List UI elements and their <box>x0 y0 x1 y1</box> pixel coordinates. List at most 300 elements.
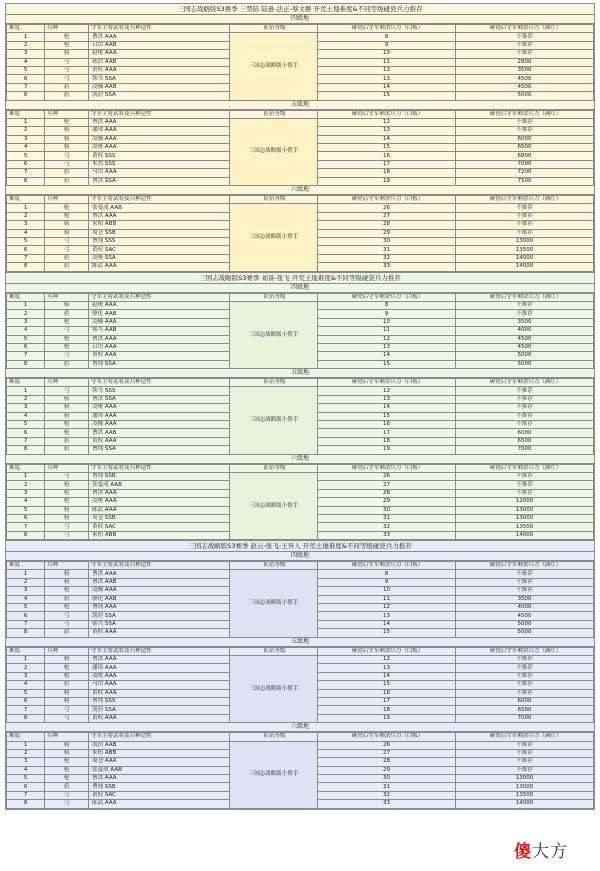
table-cell: 骑 <box>45 127 89 135</box>
column-header: 难度 <box>7 562 45 570</box>
table-cell: 弓 <box>45 75 89 83</box>
table-row <box>7 472 594 480</box>
table-cell: 14 <box>318 352 456 360</box>
table-cell: 4 <box>7 412 45 420</box>
table-cell: 曹纯 SSB <box>89 472 230 480</box>
header-row <box>7 196 594 204</box>
table-cell: 3 <box>7 758 45 766</box>
table-cell: 陈武 AAA <box>89 263 230 271</box>
table-cell: 弓 <box>45 327 89 335</box>
table-cell: 曹纯 SSA <box>89 360 230 368</box>
table-cell: 骑 <box>45 749 89 757</box>
table-cell: 不推荐 <box>456 127 594 135</box>
table-cell: 凌统 AAA <box>89 672 230 680</box>
column-header: 碰瓷后守军剩余兵力（满红） <box>456 733 594 741</box>
table-cell: 11 <box>318 327 456 335</box>
table-cell: 14000 <box>456 800 594 808</box>
table-cell: 3 <box>7 587 45 595</box>
table-cell: 14 <box>318 620 456 628</box>
table-cell: 曹洪 SSA <box>89 177 230 185</box>
table-cell: 1 <box>7 118 45 126</box>
table-cell: 陈武 AAA <box>89 800 230 808</box>
table-cell: 廖化 AAB <box>89 595 230 603</box>
table-cell: 骑 <box>45 514 89 522</box>
helper-label-cell: 三国志战略版小帮手 <box>230 387 318 454</box>
table-row <box>7 301 594 309</box>
table-cell: 吕岱 AAA <box>89 343 230 351</box>
table-cell: 不推荐 <box>456 681 594 689</box>
table-cell: 8 <box>318 570 456 578</box>
table-cell: 曹洪 AAA <box>89 335 230 343</box>
column-header: 难度 <box>7 293 45 301</box>
header-row <box>7 647 594 655</box>
table-cell: 7 <box>7 523 45 531</box>
column-header: 兵种 <box>45 25 89 33</box>
column-header: 守军主将武将及兵种适性 <box>89 647 230 655</box>
table-cell: 9 <box>318 310 456 318</box>
difficulty-table <box>6 561 594 638</box>
table-cell: 8 <box>7 714 45 722</box>
table-cell: 凯涅 AAB <box>89 741 230 749</box>
table-cell: 弓 <box>45 706 89 714</box>
helper-label-cell: 三国志战略版小帮手 <box>230 741 318 808</box>
table-cell: 18 <box>318 437 456 445</box>
table-cell: 2 <box>7 41 45 49</box>
table-cell: 15 <box>318 92 456 100</box>
table-cell: 30 <box>318 237 456 245</box>
section-1 <box>5 3 595 272</box>
table-cell: 吕岱 AAB <box>89 41 230 49</box>
table-cell: 不推荐 <box>456 758 594 766</box>
column-header: 守军主将武将及兵种适性 <box>89 110 230 118</box>
table-cell: 黄权 SAC <box>89 246 230 254</box>
table-cell: 曹纯 SSS <box>89 237 230 245</box>
column-header: 碰瓷后守军剩余兵力（白板） <box>318 293 456 301</box>
table-cell: 7200 <box>456 169 594 177</box>
helper-label-cell: 三国志战略版小帮手 <box>230 118 318 185</box>
table-cell: 5 <box>7 66 45 74</box>
table-cell: 3 <box>7 672 45 680</box>
terrain-level-heading: 四级地 <box>6 552 594 561</box>
table-cell: 8 <box>7 92 45 100</box>
table-cell: 1 <box>7 656 45 664</box>
table-cell: 5000 <box>456 352 594 360</box>
table-cell: 枪 <box>45 489 89 497</box>
table-cell: 骑 <box>45 506 89 514</box>
table-cell: 骑 <box>45 697 89 705</box>
column-header: 兵种 <box>45 379 89 387</box>
table-cell: 曹洪 AAA <box>89 775 230 783</box>
table-cell: 6 <box>7 514 45 522</box>
table-cell: 32 <box>318 254 456 262</box>
table-cell: 6 <box>7 697 45 705</box>
table-cell: 12 <box>318 604 456 612</box>
table-cell: 14 <box>318 672 456 680</box>
table-cell: 4500 <box>456 75 594 83</box>
table-cell: 2 <box>7 127 45 135</box>
table-cell: 27 <box>318 212 456 220</box>
table-cell: 4000 <box>456 327 594 335</box>
table-cell: 朱然 SSS <box>89 160 230 168</box>
table-cell: 13 <box>318 127 456 135</box>
table-cell: 弓 <box>45 791 89 799</box>
difficulty-table <box>6 293 594 370</box>
table-cell: 不推荐 <box>456 204 594 212</box>
header-row <box>7 25 594 33</box>
table-cell: 不推荐 <box>456 749 594 757</box>
table-cell: 朱桓 ABB <box>89 221 230 229</box>
table-cell: 枪 <box>45 758 89 766</box>
table-cell: 黄权 SSS <box>89 152 230 160</box>
table-cell: 5000 <box>456 92 594 100</box>
table-cell: 盾 <box>45 446 89 454</box>
table-cell: 31 <box>318 514 456 522</box>
table-cell: 2800 <box>456 58 594 66</box>
table-cell: 11 <box>318 595 456 603</box>
table-cell: 不推荐 <box>456 766 594 774</box>
table-cell: 朱桓 ABB <box>89 531 230 539</box>
table-cell: 不推荐 <box>456 570 594 578</box>
table-cell: 张曼成 AAB <box>89 481 230 489</box>
table-cell: 不推荐 <box>456 212 594 220</box>
table-cell: 6000 <box>456 135 594 143</box>
column-header: 难度 <box>7 379 45 387</box>
table-cell: 凌统 AAA <box>89 144 230 152</box>
table-cell: 8 <box>318 33 456 41</box>
table-cell: 凌操 AAB <box>89 83 230 91</box>
column-header: 碰瓷后守军剩余兵力（满红） <box>456 196 594 204</box>
table-cell: 韩当 SSA <box>89 75 230 83</box>
table-cell: 弓 <box>45 58 89 66</box>
table-cell: 15 <box>318 412 456 420</box>
column-header: 队伍等级 <box>230 196 318 204</box>
column-header: 守军主将武将及兵种适性 <box>89 464 230 472</box>
table-cell: 枪 <box>45 343 89 351</box>
table-cell: 赵统 AAA <box>89 50 230 58</box>
table-cell: 5000 <box>456 629 594 637</box>
table-cell: 7 <box>7 791 45 799</box>
table-cell: 枪 <box>45 118 89 126</box>
column-header: 碰瓷后守军剩余兵力（满红） <box>456 293 594 301</box>
table-cell: 骑 <box>45 741 89 749</box>
table-cell: 14 <box>318 135 456 143</box>
table-cell: 弓 <box>45 160 89 168</box>
table-cell: 6500 <box>456 144 594 152</box>
table-cell: 曹纯 SSS <box>89 697 230 705</box>
table-cell: 8 <box>7 177 45 185</box>
header-row <box>7 464 594 472</box>
table-cell: 15 <box>318 144 456 152</box>
table-cell: 2 <box>7 310 45 318</box>
column-header: 难度 <box>7 733 45 741</box>
table-cell: 29 <box>318 498 456 506</box>
table-cell: 韩当 AAB <box>89 327 230 335</box>
table-cell: 13000 <box>456 783 594 791</box>
table-cell: 3500 <box>456 318 594 326</box>
table-cell: 9 <box>318 578 456 586</box>
table-cell: 不推荐 <box>456 310 594 318</box>
table-cell: 14000 <box>456 531 594 539</box>
terrain-level-heading: 六级地 <box>6 186 594 195</box>
table-cell: 枪 <box>45 204 89 212</box>
table-cell: 黄权 SAC <box>89 791 230 799</box>
table-cell: 8 <box>7 629 45 637</box>
table-cell: 3 <box>7 318 45 326</box>
table-row <box>7 118 594 126</box>
table-cell: 不推荐 <box>456 672 594 680</box>
table-cell: 不推荐 <box>456 421 594 429</box>
table-cell: 骑 <box>45 229 89 237</box>
table-cell: 骑 <box>45 570 89 578</box>
table-cell: 13 <box>318 612 456 620</box>
column-header: 队伍等级 <box>230 110 318 118</box>
table-cell: 14000 <box>456 254 594 262</box>
table-cell: 11 <box>318 58 456 66</box>
terrain-level-heading: 五级地 <box>6 369 594 378</box>
table-cell: 16 <box>318 689 456 697</box>
column-header: 守军主将武将及兵种适性 <box>89 293 230 301</box>
header-row <box>7 733 594 741</box>
column-header: 难度 <box>7 25 45 33</box>
column-header: 碰瓷后守军剩余兵力（满红） <box>456 562 594 570</box>
table-row <box>7 656 594 664</box>
column-header: 难度 <box>7 464 45 472</box>
table-cell: 6 <box>7 160 45 168</box>
table-cell: 曹洪 AAB <box>89 578 230 586</box>
terrain-level-heading: 四级地 <box>6 284 594 293</box>
table-cell: 韩当 SSA <box>89 620 230 628</box>
difficulty-table <box>6 110 594 187</box>
table-cell: 4500 <box>456 612 594 620</box>
table-cell: 7000 <box>456 160 594 168</box>
table-cell: 4 <box>7 595 45 603</box>
table-cell: 弓 <box>45 800 89 808</box>
table-cell: 5 <box>7 604 45 612</box>
table-cell: 8 <box>7 800 45 808</box>
table-cell: 枪 <box>45 429 89 437</box>
table-cell: 2 <box>7 395 45 403</box>
table-row <box>7 387 594 395</box>
helper-label-cell: 三国志战略版小帮手 <box>230 33 318 100</box>
recommendation-document <box>5 3 595 810</box>
table-cell: 不推荐 <box>456 689 594 697</box>
section-title: 三国志战略版S3赛季 刘备-张飞 开荒土地难度&不同等级碰瓷兵力推荐 <box>6 273 594 284</box>
table-cell: 弓 <box>45 620 89 628</box>
table-cell: 曹洪 AAA <box>89 33 230 41</box>
table-cell: 不推荐 <box>456 481 594 489</box>
table-cell: 骑 <box>45 412 89 420</box>
table-cell: 凌操 AAA <box>89 318 230 326</box>
table-cell: 不推荐 <box>456 472 594 480</box>
column-header: 守军主将武将及兵种适性 <box>89 733 230 741</box>
table-row <box>7 33 594 41</box>
header-row <box>7 293 594 301</box>
table-cell: 凯涅 SSA <box>89 706 230 714</box>
table-cell: 凌操 AAA <box>89 421 230 429</box>
table-cell: 枪 <box>45 33 89 41</box>
table-cell: 7500 <box>456 177 594 185</box>
table-cell: 骑 <box>45 395 89 403</box>
table-cell: 4 <box>7 681 45 689</box>
table-cell: 18 <box>318 169 456 177</box>
section-3 <box>5 540 595 810</box>
table-cell: 不推荐 <box>456 395 594 403</box>
table-cell: 4 <box>7 327 45 335</box>
table-cell: 14000 <box>456 263 594 271</box>
header-row <box>7 562 594 570</box>
table-cell: 1 <box>7 472 45 480</box>
helper-label-cell: 三国志战略版小帮手 <box>230 301 318 368</box>
table-cell: 27 <box>318 749 456 757</box>
table-cell: 28 <box>318 221 456 229</box>
table-cell: 26 <box>318 204 456 212</box>
table-cell: 7 <box>7 352 45 360</box>
table-cell: 17 <box>318 429 456 437</box>
table-cell: 枪 <box>45 498 89 506</box>
table-cell: 弓 <box>45 66 89 74</box>
table-cell: 3 <box>7 221 45 229</box>
table-cell: 陈武 AAA <box>89 506 230 514</box>
table-cell: 枪 <box>45 41 89 49</box>
table-cell: 12000 <box>456 498 594 506</box>
column-header: 碰瓷后守军剩余兵力（白板） <box>318 562 456 570</box>
table-cell: 16 <box>318 152 456 160</box>
column-header: 碰瓷后守军剩余兵力（满红） <box>456 647 594 655</box>
table-cell: 枪 <box>45 318 89 326</box>
table-cell: 6 <box>7 429 45 437</box>
table-cell: 15 <box>318 360 456 368</box>
column-header: 队伍等级 <box>230 464 318 472</box>
column-header: 守军主将武将及兵种适性 <box>89 25 230 33</box>
table-cell: 枪 <box>45 587 89 595</box>
column-header: 碰瓷后守军剩余兵力（白板） <box>318 110 456 118</box>
table-cell: 弓 <box>45 352 89 360</box>
table-cell: 12 <box>318 656 456 664</box>
table-cell: 6500 <box>456 706 594 714</box>
table-cell: 弓 <box>45 472 89 480</box>
table-cell: 1 <box>7 570 45 578</box>
table-cell: 曹洪 AAA <box>89 570 230 578</box>
table-cell: 5000 <box>456 620 594 628</box>
table-cell: 26 <box>318 741 456 749</box>
table-cell: 韩浩 AAB <box>89 58 230 66</box>
table-cell: 4 <box>7 766 45 774</box>
table-cell: 盾 <box>45 310 89 318</box>
table-row <box>7 570 594 578</box>
table-cell: 18 <box>318 706 456 714</box>
column-header: 碰瓷后守军剩余兵力（白板） <box>318 196 456 204</box>
table-cell: 1 <box>7 301 45 309</box>
table-cell: 7 <box>7 254 45 262</box>
table-cell: 1 <box>7 387 45 395</box>
column-header: 兵种 <box>45 110 89 118</box>
table-cell: 不推荐 <box>456 229 594 237</box>
table-cell: 14 <box>318 404 456 412</box>
table-cell: 潘璋 AAA <box>89 127 230 135</box>
table-cell: 曹洪 AAA <box>89 489 230 497</box>
table-cell: 1 <box>7 33 45 41</box>
table-cell: 不推荐 <box>456 587 594 595</box>
column-header: 碰瓷后守军剩余兵力（满红） <box>456 25 594 33</box>
table-cell: 曹纯 SSA <box>89 446 230 454</box>
table-cell: 8 <box>7 446 45 454</box>
watermark-logo: 傻大方 <box>514 842 568 862</box>
table-cell: 凌统 AAA <box>89 404 230 412</box>
table-cell: 8 <box>7 531 45 539</box>
section-title: 三国志战略版S3赛季 三势陆 陆逊-法正-蔡文姬 开荒土地难度&不同等级碰瓷兵力推荐 <box>6 4 594 15</box>
table-cell: 3500 <box>456 66 594 74</box>
table-cell: 骑 <box>45 135 89 143</box>
table-cell: 6800 <box>456 152 594 160</box>
table-cell: 7 <box>7 169 45 177</box>
column-header: 碰瓷后守军剩余兵力（白板） <box>318 647 456 655</box>
column-header: 碰瓷后守军剩余兵力（白板） <box>318 379 456 387</box>
table-cell: 不推荐 <box>456 656 594 664</box>
table-cell: 潘璋 AAA <box>89 412 230 420</box>
table-cell: 12 <box>318 66 456 74</box>
table-cell: 9 <box>318 41 456 49</box>
table-cell: 6000 <box>456 429 594 437</box>
table-cell: 5 <box>7 152 45 160</box>
terrain-level-heading: 六级地 <box>6 723 594 732</box>
table-cell: 潘璋 AAA <box>89 664 230 672</box>
table-cell: 12 <box>318 118 456 126</box>
table-cell: 15 <box>318 681 456 689</box>
table-cell: 5 <box>7 335 45 343</box>
table-cell: 10 <box>318 318 456 326</box>
table-cell: 弓 <box>45 714 89 722</box>
table-cell: 盾 <box>45 681 89 689</box>
table-cell: 10 <box>318 50 456 58</box>
column-header: 难度 <box>7 196 45 204</box>
column-header: 守军主将武将及兵种适性 <box>89 196 230 204</box>
helper-label-cell: 三国志战略版小帮手 <box>230 204 318 271</box>
terrain-level-heading: 五级地 <box>6 638 594 647</box>
table-cell: 黄权 AAA <box>89 629 230 637</box>
table-cell: 6000 <box>456 697 594 705</box>
section-2 <box>5 272 595 541</box>
table-cell: 30 <box>318 775 456 783</box>
table-cell: 13 <box>318 75 456 83</box>
table-cell: 12 <box>318 387 456 395</box>
table-cell: 8 <box>7 360 45 368</box>
helper-label-cell: 三国志战略版小帮手 <box>230 472 318 539</box>
table-cell: 4500 <box>456 335 594 343</box>
table-cell: 27 <box>318 481 456 489</box>
column-header: 难度 <box>7 110 45 118</box>
column-header: 兵种 <box>45 733 89 741</box>
table-cell: 2 <box>7 481 45 489</box>
table-cell: 弓 <box>45 523 89 531</box>
table-cell: 黄权 AAA <box>89 689 230 697</box>
table-cell: 不推荐 <box>456 41 594 49</box>
column-header: 队伍等级 <box>230 733 318 741</box>
table-cell: 曹洪 AAA <box>89 118 230 126</box>
table-cell: 黄权 AAA <box>89 352 230 360</box>
table-cell: 骑 <box>45 404 89 412</box>
table-cell: 4000 <box>456 604 594 612</box>
table-cell: 4 <box>7 229 45 237</box>
table-cell: 5000 <box>456 360 594 368</box>
table-cell: 不推荐 <box>456 664 594 672</box>
table-cell: 黄权 AAA <box>89 714 230 722</box>
table-cell: 不推荐 <box>456 404 594 412</box>
table-cell: 骑 <box>45 301 89 309</box>
table-cell: 7000 <box>456 714 594 722</box>
column-header: 碰瓷后守军剩余兵力（满红） <box>456 379 594 387</box>
table-cell: 30 <box>318 506 456 514</box>
table-cell: 黄权 AAA <box>89 437 230 445</box>
